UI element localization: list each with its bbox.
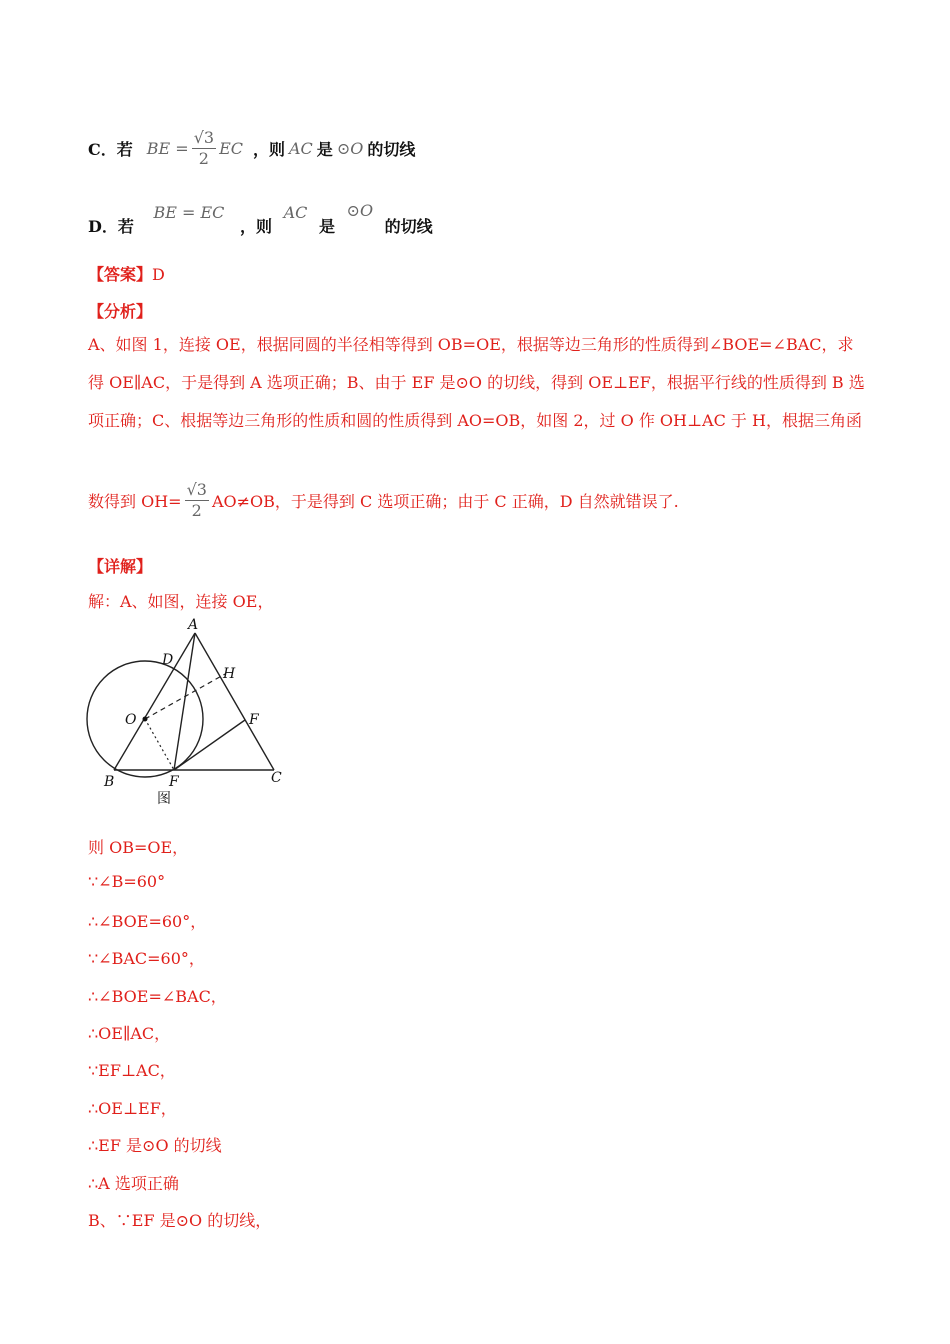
analysis-line-1: A、如图 1，连接 OE，根据同圆的半径相等得到 OB=OE，根据等边三角形的性质得到∠BOE=∠BAC，求 <box>88 335 854 354</box>
label-o: O <box>125 712 137 728</box>
option-d-math: BE = EC <box>153 203 225 222</box>
step-2: ∵∠B=60° <box>88 872 166 891</box>
answer-line <box>88 262 165 285</box>
detail-intro: 解：A、如图，连接 OE， <box>88 592 274 611</box>
step-9: ∴EF 是⊙O 的切线 <box>88 1136 222 1155</box>
option-d-is: 是 <box>318 217 335 236</box>
label-a: A <box>188 617 199 633</box>
label-f-bottom: F <box>169 774 179 790</box>
label-f-right: F <box>249 712 259 728</box>
step-7: ∵EF⊥AC， <box>88 1061 176 1080</box>
step-3: ∴∠BOE=60°， <box>88 912 207 931</box>
step-5: ∴∠BOE=∠BAC， <box>88 987 227 1006</box>
option-c <box>88 118 415 178</box>
label-c: C <box>271 770 282 786</box>
step-10: ∴A 选项正确 <box>88 1174 179 1193</box>
fraction-denominator: 2 <box>191 500 202 520</box>
fraction-denominator: 2 <box>198 148 209 168</box>
segment-ef <box>174 720 245 770</box>
fraction-numerator: √3 <box>186 479 207 499</box>
option-c-math-ac: AC <box>289 138 313 158</box>
option-d-label: D．若 <box>88 217 134 236</box>
analysis-label: 【分析】 <box>88 302 153 321</box>
label-h: H <box>223 666 236 682</box>
analysis-fraction <box>185 480 209 521</box>
segment-of-dotted <box>145 719 174 770</box>
analysis-line-4-pre: 数得到 OH= <box>88 491 182 511</box>
fraction-numerator: √3 <box>193 127 215 147</box>
option-d-tail: 的切线 <box>384 217 433 236</box>
analysis-line-4-post: AO≠OB，于是得到 C 选项正确；由于 C 正确，D 自然就错误了. <box>211 491 679 511</box>
step-4: ∵∠BAC=60°， <box>88 949 205 968</box>
figure-caption: 图 <box>157 791 171 807</box>
detail-label: 【详解】 <box>88 557 153 576</box>
analysis-line-4 <box>88 470 679 530</box>
label-b: B <box>104 774 115 790</box>
option-c-fraction <box>192 128 216 169</box>
analysis-line-3: 项正确；C、根据等边三角形的性质和圆的性质得到 AO=OB，如图 2，过 O 作 OH⊥AC 于 H，根据三角函 <box>88 411 862 430</box>
option-c-circle: ⊙O <box>336 138 364 158</box>
option-c-math-rhs: EC <box>219 138 243 158</box>
option-d-then: ，则 <box>239 217 272 236</box>
option-d-math-ac: AC <box>283 203 308 222</box>
option-c-tail: 的切线 <box>367 139 416 159</box>
option-c-label: C．若 <box>88 139 133 159</box>
analysis-line-2: 得 OE∥AC，于是得到 A 选项正确；B、由于 EF 是⊙O 的切线，得到 OE⊥EF，根据平行线的性质得到 B 选 <box>88 373 865 392</box>
answer-value: D <box>152 265 165 284</box>
option-d <box>88 198 433 238</box>
step-11: B、∵EF 是⊙O 的切线， <box>88 1211 272 1230</box>
option-d-circle: ⊙O <box>346 201 374 220</box>
option-c-math-lhs: BE = <box>146 138 189 158</box>
option-c-then: ，则 <box>252 139 285 159</box>
step-1: 则 OB=OE， <box>88 838 189 857</box>
side-ac <box>195 633 274 770</box>
answer-label: 【答案】 <box>88 265 153 284</box>
step-8: ∴OE⊥EF， <box>88 1099 177 1118</box>
point-o <box>143 717 148 722</box>
geometry-figure <box>82 612 292 812</box>
label-d: D <box>162 652 174 668</box>
step-6: ∴OE∥AC， <box>88 1024 171 1043</box>
side-ab <box>114 633 195 770</box>
option-c-is: 是 <box>316 139 333 159</box>
